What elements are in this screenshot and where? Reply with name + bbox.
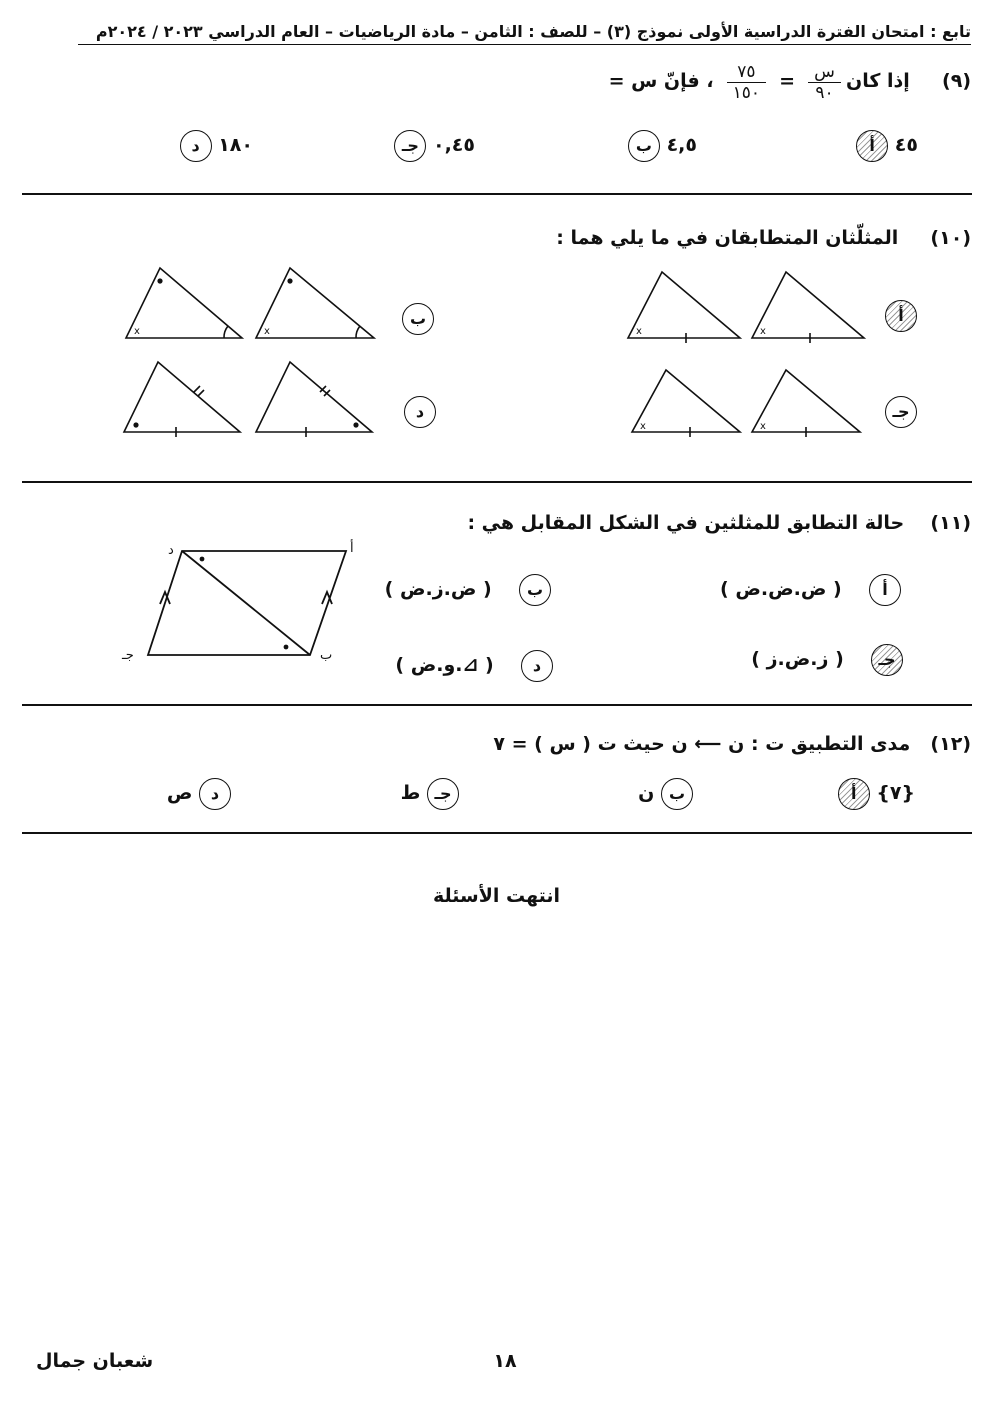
q9-option-c-value: ٠,٤٥	[432, 134, 475, 156]
q9-number: (٩)	[942, 70, 971, 92]
q12-option-d-value: ص	[166, 782, 193, 804]
author-name: شعبان جمال	[36, 1350, 154, 1372]
q12-option-a-letter: أ	[838, 778, 870, 810]
q10b-x-mark-1: x	[134, 326, 140, 337]
q10c-x-mark-2: x	[760, 421, 766, 432]
q10-option-c-letter: جـ	[885, 396, 917, 428]
q10-option-b-letter: ب	[402, 303, 434, 335]
q10b-x-mark-2: x	[264, 326, 270, 337]
q11-vertex-b: ب	[320, 648, 333, 663]
q9-equals: =	[779, 70, 796, 92]
q9-option-c-letter: جـ	[394, 130, 426, 162]
q11-vertex-d: د	[168, 543, 174, 558]
q10a-x-mark-2: x	[760, 326, 766, 337]
q11-vertex-c: جـ	[122, 648, 134, 663]
q12-option-a[interactable]	[838, 778, 915, 810]
q11-option-c-letter: جـ	[871, 644, 903, 676]
q9-option-d-value: ١٨٠	[218, 134, 253, 156]
q9-option-a-value: ٤٥	[894, 134, 918, 156]
q12-option-c-value: ط	[400, 782, 421, 804]
q12-option-c-letter: جـ	[427, 778, 459, 810]
q9-frac1-denominator: ٩٠	[815, 83, 834, 103]
q12-option-c[interactable]	[401, 778, 459, 810]
q11-option-a-value: ( ض.ض.ض )	[720, 578, 842, 600]
exam-header: تابع : امتحان الفترة الدراسية الأولى نموذج (٣) – للصف : الثامن – مادة الرياضيات – العام الدراسي ٢٠٢٣ / ٢٠٢٤م	[78, 22, 971, 45]
q11-vertex-a: أ	[350, 541, 354, 556]
q9-frac2-numerator: ٧٥	[727, 62, 766, 83]
page-number: ١٨	[493, 1350, 517, 1372]
q12-option-b[interactable]	[638, 778, 693, 810]
q9-frac2-denominator: ١٥٠	[732, 83, 761, 103]
q12-option-b-value: ن	[638, 782, 655, 804]
q10a-x-mark-1: x	[636, 326, 642, 337]
q9-option-b-value: ٤,٥	[666, 134, 697, 156]
q12-text: مدى التطبيق ت : ن ⟵ ن حيث ت ( س ) = ٧	[493, 733, 911, 755]
q10-number: (١٠)	[930, 227, 971, 249]
q12-option-d[interactable]	[167, 778, 231, 810]
q12-option-b-letter: ب	[661, 778, 693, 810]
q11-option-d-value: ( ⊿.و.ض )	[395, 654, 494, 676]
q9-text-then: ، فإنّ س =	[608, 70, 714, 92]
q11-option-b-value: ( ض.ز.ض )	[384, 578, 492, 600]
q11-option-c-value: ( ز.ض.ز )	[751, 648, 844, 670]
q10-text: المثلّثان المتطابقان في ما يلي هما :	[556, 227, 899, 249]
q11-text: حالة التطابق للمثلثين في الشكل المقابل هي :	[467, 512, 905, 534]
q11-number: (١١)	[930, 512, 971, 534]
q12-stem	[271, 733, 971, 755]
q12-option-d-letter: د	[199, 778, 231, 810]
q11-option-d-letter: د	[521, 650, 553, 682]
q9-option-d-letter: د	[180, 130, 212, 162]
q10c-x-mark-1: x	[640, 421, 646, 432]
divider-4	[22, 832, 972, 834]
q11-option-b-letter: ب	[519, 574, 551, 606]
divider-3	[22, 704, 972, 706]
q10-option-d-letter: د	[404, 396, 436, 428]
q12-number: (١٢)	[930, 733, 971, 755]
q12-option-a-value: {٧}	[876, 782, 915, 804]
q9-option-b-letter: ب	[628, 130, 660, 162]
end-of-questions: انتهت الأسئلة	[432, 885, 561, 907]
q10-option-a-letter: أ	[885, 300, 917, 332]
q11-option-a-letter: أ	[869, 574, 901, 606]
q9-frac1-numerator: س	[808, 62, 841, 83]
q11-parallelogram-figure	[0, 0, 993, 700]
q9-text-if: إذا كان	[846, 70, 910, 92]
q9-option-a-letter: أ	[856, 130, 888, 162]
